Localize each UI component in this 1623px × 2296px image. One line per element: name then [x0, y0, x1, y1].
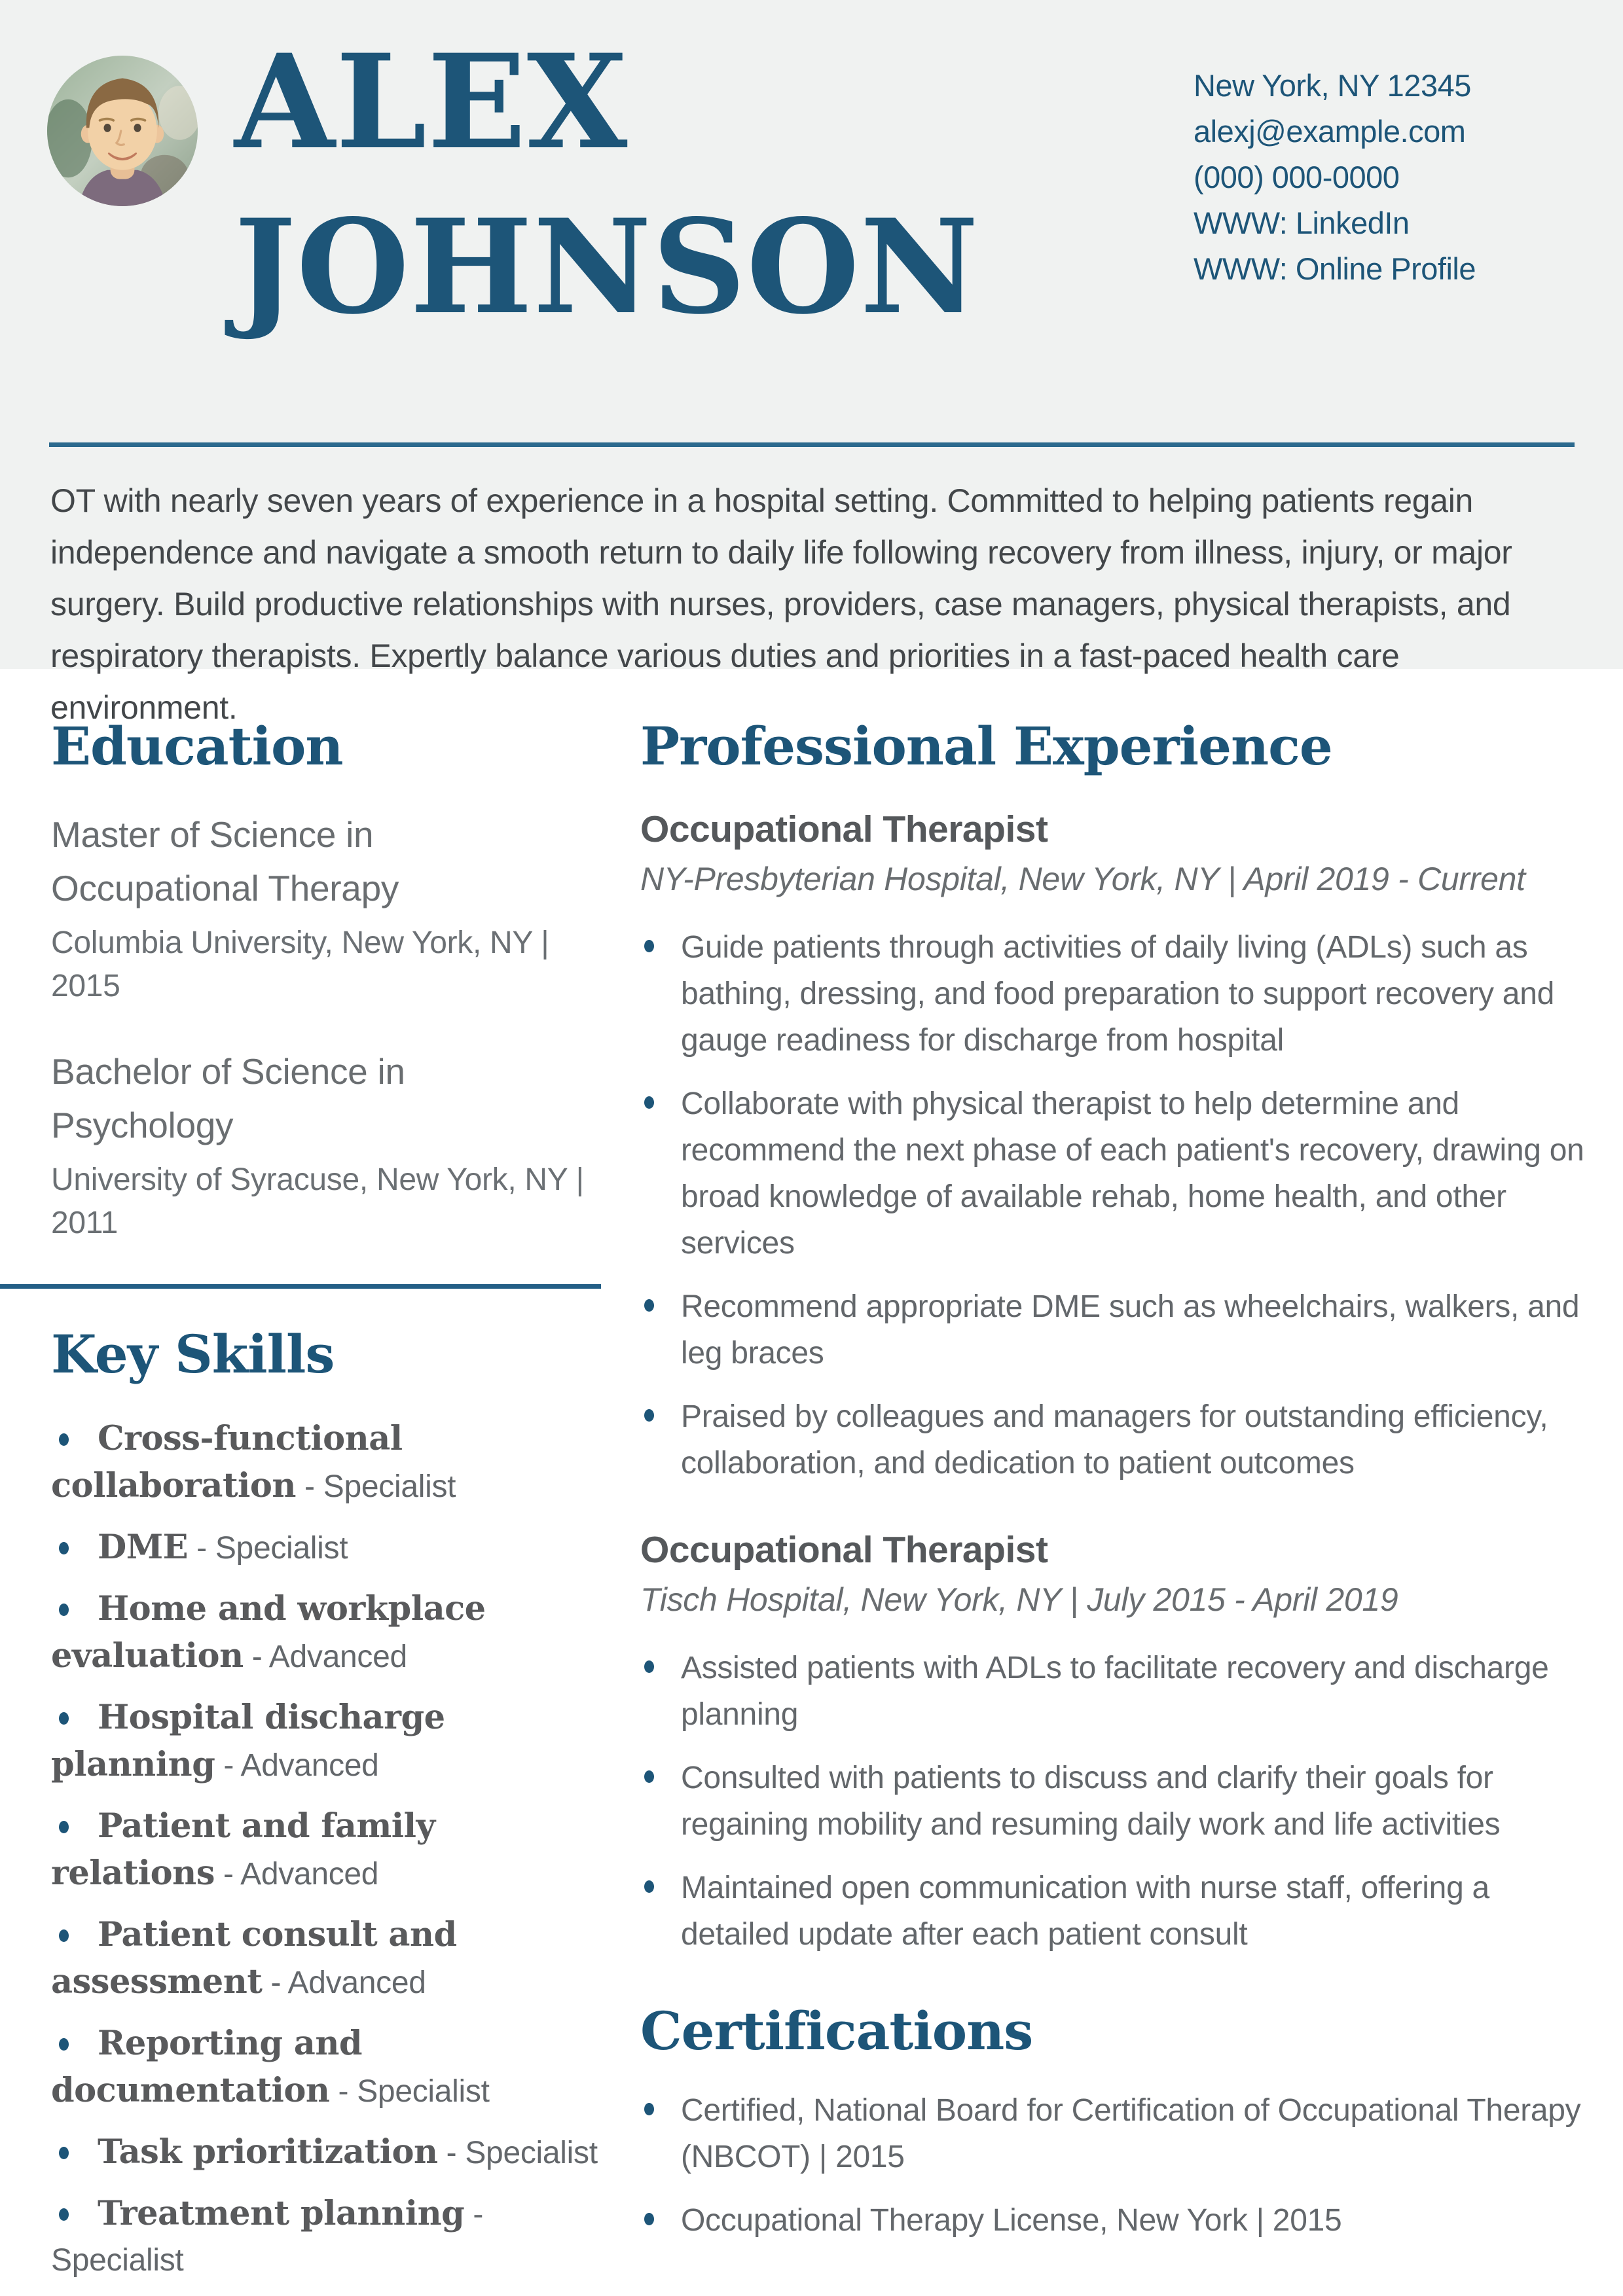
job-bullet: Recommend appropriate DME such as wheelchairs, walkers, and leg braces [640, 1283, 1588, 1376]
job-bullet: Praised by colleagues and managers for outstanding efficiency, collaboration, and dedication to patient outcomes [640, 1393, 1588, 1486]
bullet-icon [59, 2147, 69, 2159]
bullet-icon [59, 1929, 69, 1942]
header-divider [49, 442, 1575, 447]
job-bullet: Guide patients through activities of daily living (ADLs) such as bathing, dressing, and food preparation to support recovery and gauge readiness for discharge from hospital [640, 924, 1588, 1064]
section-title-certifications: Certifications [640, 2000, 1033, 2062]
education-item [51, 1045, 604, 1245]
skill-separator: - [446, 2136, 457, 2170]
certification-item: Occupational Therapy License, New York | 2015 [640, 2197, 1588, 2244]
employer-line: Tisch Hospital, New York, NY | July 2015 - April 2019 [640, 1581, 1398, 1618]
skill-level: Advanced [287, 1965, 426, 2000]
left-column [51, 681, 604, 2296]
skill-separator: - [270, 1965, 282, 2000]
skill-level: Advanced [240, 1857, 379, 1892]
profile-photo-illustration [47, 56, 198, 206]
skill-separator: - [338, 2074, 349, 2109]
skill-level: Specialist [215, 1531, 348, 1566]
skill-name: Hospital discharge planning [51, 1698, 445, 1784]
skill-name: DME [98, 1528, 189, 1567]
bullet-icon [59, 1604, 69, 1616]
right-column [640, 681, 1588, 2261]
profile-photo [47, 56, 198, 206]
skill-name: Cross-functional collaboration [51, 1419, 403, 1505]
education-list [51, 808, 604, 1245]
summary-paragraph: OT with nearly seven years of experience in a hospital setting. Committed to helping patients regain independence and navigate a smooth return to daily life following recovery from illness, injury, or major surgery. Build productive relationships with nurses, providers, case managers, physical therapists, and respiratory therapists. Expertly balance various duties and priorities in a fast-paced health care environment. [50, 482, 1512, 726]
skill-level: Advanced [240, 1748, 379, 1783]
skill-separator: - [251, 1640, 263, 1674]
contact-item: New York, NY 12345 [1194, 68, 1471, 103]
contact-item: (000) 000-0000 [1194, 160, 1400, 194]
skills-divider [0, 1284, 601, 1289]
person-name [234, 20, 979, 350]
degree-name: Master of Science in Occupational Therapy [51, 814, 399, 908]
skill-level: Specialist [357, 2074, 490, 2109]
job-bullet: Consulted with patients to discuss and clarify their goals for regaining mobility and resuming daily work and life activities [640, 1755, 1588, 1848]
degree-name: Bachelor of Science in Psychology [51, 1051, 405, 1145]
skill-item [51, 2129, 604, 2176]
job-bullet: Assisted patients with ADLs to facilitate recovery and discharge planning [640, 1645, 1588, 1738]
bullet-icon [59, 1712, 69, 1725]
bullet-icon [59, 1433, 69, 1446]
skill-separator: - [223, 1857, 234, 1892]
employer-line: NY-Presbyterian Hospital, New York, NY | April 2019 - Current [640, 861, 1525, 897]
skill-item [51, 1524, 604, 1571]
skill-item [51, 2191, 604, 2284]
skill-name: Patient and family relations [51, 1806, 435, 1893]
skill-separator: - [304, 1469, 315, 1504]
contact-item: WWW: LinkedIn [1194, 206, 1410, 240]
job-entry [640, 808, 1588, 1486]
skill-item [51, 1586, 604, 1680]
person-name-line2: JOHNSON [234, 190, 979, 343]
education-item [51, 808, 604, 1008]
bullet-icon [59, 2038, 69, 2051]
skill-level: Specialist [323, 1469, 456, 1504]
job-bullet: Maintained open communication with nurse staff, offering a detailed update after each patient consult [640, 1865, 1588, 1958]
job-entry [640, 1528, 1588, 1958]
header [0, 0, 1623, 726]
skill-name: Task prioritization [98, 2132, 438, 2172]
school-line: Columbia University, New York, NY | 2015 [51, 925, 549, 1003]
skill-item [51, 1803, 604, 1897]
certification-item: Certified, National Board for Certification of Occupational Therapy (NBCOT) | 2015 [640, 2087, 1588, 2180]
skill-separator: - [196, 1531, 207, 1566]
skill-level: Specialist [465, 2136, 598, 2170]
skill-level: Advanced [268, 1640, 407, 1674]
job-title: Occupational Therapist [640, 808, 1048, 850]
skill-separator: - [473, 2197, 484, 2232]
skills-list [51, 1416, 604, 2284]
section-title-experience: Professional Experience [640, 715, 1332, 777]
skill-name: Reporting and documentation [51, 2024, 363, 2110]
section-title-key-skills: Key Skills [51, 1323, 335, 1385]
job-bullet: Collaborate with physical therapist to help determine and recommend the next phase of each patient's recovery, drawing on broad knowledge of available rehab, home health, and other services [640, 1081, 1588, 1266]
section-title-education: Education [51, 715, 343, 777]
contact-list [1194, 63, 1476, 292]
school-line: University of Syracuse, New York, NY | 2011 [51, 1162, 584, 1240]
skill-item [51, 1912, 604, 2006]
bullet-icon [59, 1542, 69, 1554]
bullet-icon [59, 1821, 69, 1833]
skill-separator: - [223, 1748, 234, 1783]
contact-item: WWW: Online Profile [1194, 251, 1476, 286]
person-name-line1: ALEX [234, 26, 629, 178]
skill-item [51, 1695, 604, 1789]
job-title: Occupational Therapist [640, 1529, 1048, 1571]
skill-item [51, 2020, 604, 2115]
skill-name: Home and workplace evaluation [51, 1589, 486, 1676]
job-bullet-list [640, 924, 1588, 1486]
job-list [640, 808, 1588, 1958]
bullet-icon [59, 2208, 69, 2221]
certification-list [640, 2087, 1588, 2244]
skill-name: Treatment planning [98, 2194, 465, 2233]
skill-name: Patient consult and assessment [51, 1915, 457, 2001]
skill-level: Specialist [51, 2243, 184, 2278]
contact-item: alexj@example.com [1194, 114, 1466, 149]
skill-item [51, 1416, 604, 1510]
job-bullet-list [640, 1645, 1588, 1958]
